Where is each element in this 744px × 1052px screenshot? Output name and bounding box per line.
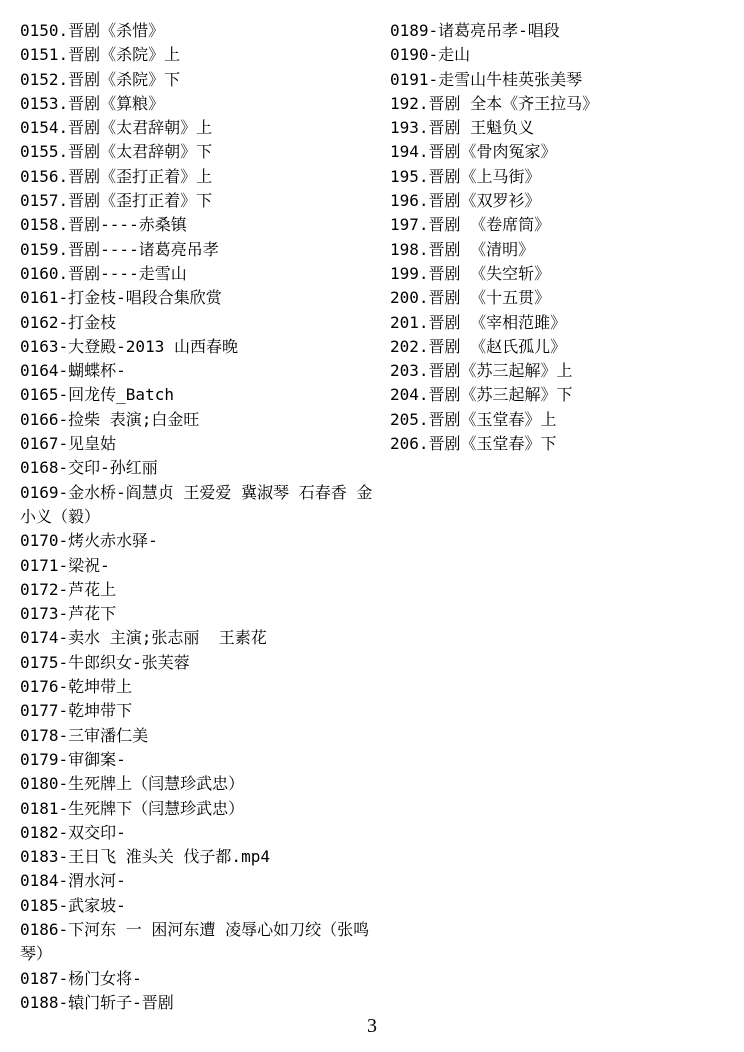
- list-item: 0157.晋剧《歪打正着》下: [20, 191, 213, 211]
- list-item: 194.晋剧《骨肉冤家》: [390, 142, 557, 162]
- list-item: 0179-审御案-: [20, 749, 126, 769]
- list-item: 0176-乾坤带上: [20, 677, 133, 697]
- list-item: 199.晋剧 《失空斩》: [390, 263, 551, 283]
- right-column-list: [390, 19, 730, 456]
- list-item: 0154.晋剧《太君辞朝》上: [20, 118, 213, 138]
- list-item: 0162-打金枝: [20, 312, 117, 332]
- list-item: 0170-烤火赤水驿-: [20, 531, 158, 551]
- list-item: 0161-打金枝-唱段合集欣赏: [20, 288, 222, 308]
- list-item: 0181-生死牌下（闫慧珍武忠）: [20, 798, 245, 818]
- list-item: 0150.晋剧《杀惜》: [20, 21, 165, 40]
- list-item: 0151.晋剧《杀院》上: [20, 45, 181, 65]
- list-item: 0173-芦花下: [20, 604, 117, 624]
- list-item: 197.晋剧 《卷席筒》: [390, 215, 551, 235]
- list-item: 0190-走山: [390, 45, 471, 65]
- list-item: 195.晋剧《上马街》: [390, 166, 541, 186]
- list-item: 0175-牛郎织女-张芙蓉: [20, 652, 190, 672]
- list-item: 0172-芦花上: [20, 579, 117, 599]
- list-item: 203.晋剧《苏三起解》上: [390, 361, 573, 381]
- list-item: 193.晋剧 王魁负义: [390, 118, 535, 138]
- list-item: 0163-大登殿-2013 山西春晚: [20, 336, 238, 356]
- list-item: 0188-辕门斩子-晋剧: [20, 992, 174, 1012]
- list-item: 0182-双交印-: [20, 822, 126, 842]
- list-item: 0152.晋剧《杀院》下: [20, 69, 181, 89]
- list-item: 0156.晋剧《歪打正着》上: [20, 166, 213, 186]
- list-item: 0185-武家坡-: [20, 895, 126, 915]
- list-item: 0167-见皇姑: [20, 434, 117, 454]
- list-item: 0168-交印-孙红丽: [20, 458, 158, 478]
- list-item: 198.晋剧 《清明》: [390, 239, 535, 259]
- list-item: 204.晋剧《苏三起解》下: [390, 385, 573, 405]
- list-item: 0178-三审潘仁美: [20, 725, 149, 745]
- list-item: 0159.晋剧----诸葛亮吊孝: [20, 239, 219, 259]
- list-item: 0180-生死牌上（闫慧珍武忠）: [20, 774, 245, 794]
- list-item: 0160.晋剧----走雪山: [20, 263, 187, 283]
- list-item: 202.晋剧 《赵氏孤儿》: [390, 336, 567, 356]
- list-item: 0191-走雪山牛桂英张美琴: [390, 69, 583, 89]
- list-item: 0164-蝴蝶杯-: [20, 361, 126, 381]
- list-item: 0158.晋剧----赤桑镇: [20, 215, 187, 235]
- list-item: 0169-金水桥-阎慧贞 王爱爱 冀淑琴 石春香 金小义（毅）: [20, 482, 373, 526]
- list-item: 0171-梁祝-: [20, 555, 110, 575]
- list-item: 0165-回龙传_Batch: [20, 385, 174, 405]
- list-item: 0153.晋剧《算粮》: [20, 93, 165, 113]
- list-item: 0189-诸葛亮吊孝-唱段: [390, 21, 560, 40]
- list-item: 205.晋剧《玉堂春》上: [390, 409, 557, 429]
- page-number: 3: [367, 1015, 377, 1037]
- list-item: 196.晋剧《双罗衫》: [390, 191, 541, 211]
- list-item: 0183-王日飞 淮头关 伐子都.mp4: [20, 847, 270, 867]
- list-item: 0155.晋剧《太君辞朝》下: [20, 142, 213, 162]
- list-item: 206.晋剧《玉堂春》下: [390, 434, 557, 454]
- list-item: 0177-乾坤带下: [20, 701, 133, 721]
- list-item: 0166-捡柴 表演;白金旺: [20, 409, 200, 429]
- list-item: 201.晋剧 《宰相范雎》: [390, 312, 567, 332]
- left-column-list: [20, 19, 378, 1015]
- list-item: 0186-下河东 一 困河东遭 凌辱心如刀绞（张鸣琴）: [20, 919, 370, 964]
- list-item: 0184-渭水河-: [20, 871, 126, 891]
- list-item: 0187-杨门女将-: [20, 968, 142, 988]
- list-item: 192.晋剧 全本《齐王拉马》: [390, 93, 599, 113]
- list-item: 0174-卖水 主演;张志丽 王素花: [20, 628, 267, 648]
- list-item: 200.晋剧 《十五贯》: [390, 288, 551, 308]
